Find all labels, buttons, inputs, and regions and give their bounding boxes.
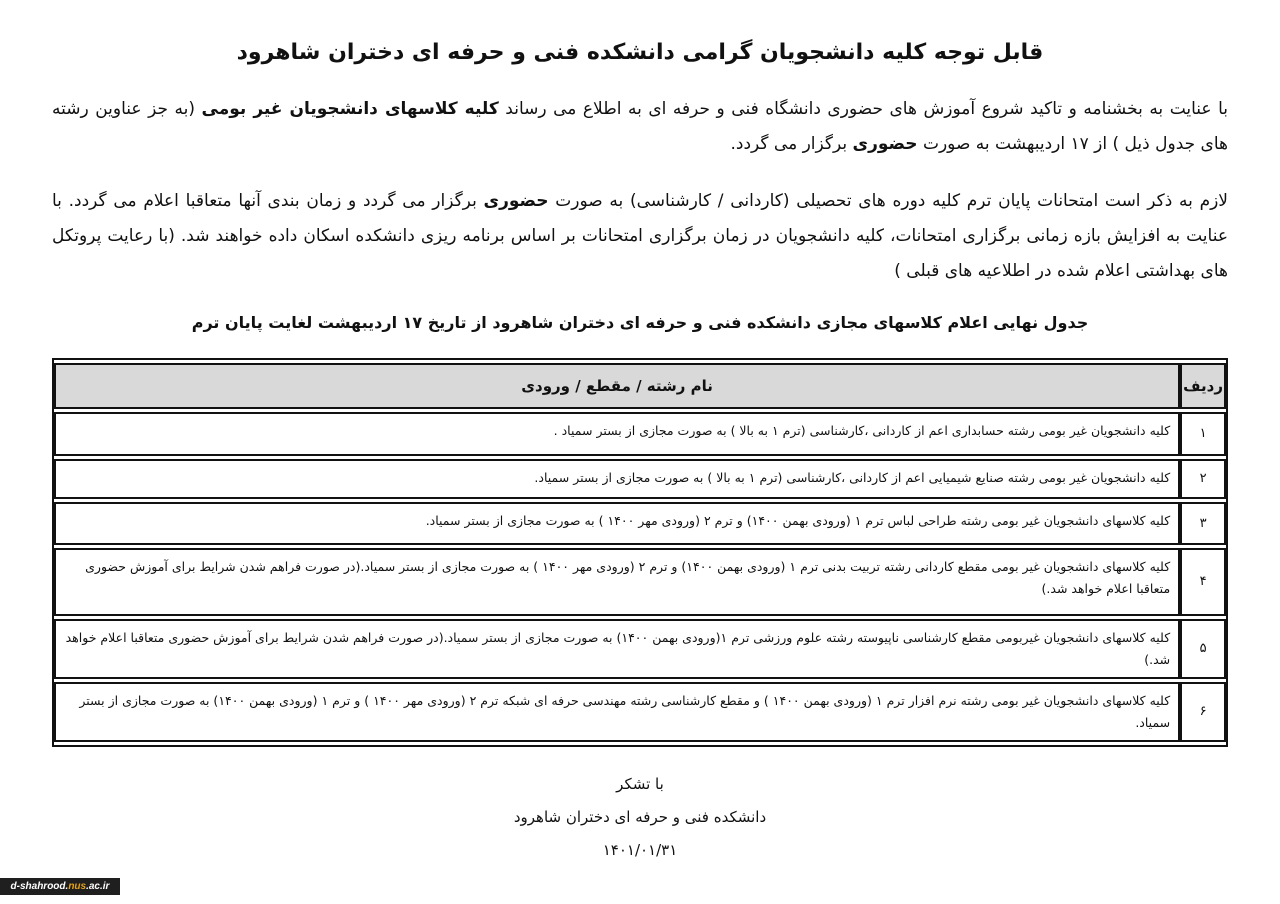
watermark-part3: ac.ir — [88, 881, 110, 892]
footer-org: دانشکده فنی و حرفه ای دختران شاهرود — [513, 808, 767, 826]
table-row — [54, 502, 1226, 545]
intro-text-2: (به جز عناوین رشته های جدول ذیل ) از ۱۷ اردیبهشت به صورت — [52, 99, 1228, 154]
table-header-row — [54, 363, 1226, 409]
watermark-part1: d-shahrood. — [10, 881, 69, 892]
footer-thanks: با تشکر — [616, 775, 664, 793]
row-number: ۵ — [1180, 619, 1226, 679]
row-number: ۶ — [1180, 682, 1226, 742]
row-number: ۴ — [1180, 548, 1226, 616]
table-body — [54, 412, 1226, 742]
row-description: کلیه کلاسهای دانشجویان غیر بومی مقطع کاردانی رشته تربیت بدنی ترم ۱ (ورودی بهمن ۱۴۰۰) و ترم ۲ (ورودی مهر ۱۴۰۰ ) به صورت مجازی از بستر سمیاد.(در صورت فراهم شدن شرایط برای آموزش حضوری متعاقبا اعلام خواهد شد.) — [54, 548, 1180, 616]
row-description: کلیه دانشجویان غیر بومی رشته حسابداری اعم از کاردانی ،کارشناسی (ترم ۱ به بالا ) به صورت مجازی از بستر سمیاد . — [54, 412, 1180, 456]
intro-text-3: برگزار می گردد. — [730, 134, 853, 154]
watermark-dot: . — [86, 881, 89, 892]
header-row-number: ردیف — [1180, 363, 1226, 409]
table-caption: جدول نهایی اعلام کلاسهای مجازی دانشکده فنی و حرفه ای دختران شاهرود از تاریخ ۱۷ اردیبهشت لغایت پایان ترم — [191, 313, 1089, 332]
exam-text-1: لازم به ذکر است امتحانات پایان ترم کلیه دوره های تحصیلی (کاردانی / کارشناسی) به صورت — [548, 191, 1228, 211]
intro-bold-2: حضوری — [852, 134, 918, 154]
row-number: ۳ — [1180, 502, 1226, 545]
page-title: قابل توجه کلیه دانشجویان گرامی دانشکده فنی و حرفه ای دختران شاهرود — [236, 40, 1044, 65]
row-description: کلیه کلاسهای دانشجویان غیربومی مقطع کارشناسی ناپیوسته رشته علوم ورزشی ترم ۱(ورودی بهمن ۱۴۰۰) به صورت مجازی از بستر سمیاد.(در صورت فراهم شدن شرایط برای آموزش حضوری متعاقبا اعلام خواهد شد.) — [54, 619, 1180, 679]
exam-bold-1: حضوری — [483, 191, 549, 211]
watermark-part2: nus — [68, 881, 87, 892]
row-description: کلیه کلاسهای دانشجویان غیر بومی رشته طراحی لباس ترم ۱ (ورودی بهمن ۱۴۰۰) و ترم ۲ (ورودی مهر ۱۴۰۰ ) به صورت مجازی از بستر سمیاد. — [54, 502, 1180, 545]
site-watermark — [0, 878, 120, 895]
table-row — [54, 682, 1226, 742]
footer-date: ۱۴۰۱/۰۱/۳۱ — [602, 841, 678, 859]
table-row — [54, 619, 1226, 679]
row-number: ۲ — [1180, 459, 1226, 499]
table-row — [54, 548, 1226, 616]
exam-paragraph — [52, 184, 1228, 289]
intro-bold-1: کلیه کلاسهای دانشجویان غیر بومی — [201, 99, 499, 119]
row-description: کلیه دانشجویان غیر بومی رشته صنایع شیمیایی اعم از کاردانی ،کارشناسی (ترم ۱ به بالا ) به صورت مجازی از بستر سمیاد. — [54, 459, 1180, 499]
table-row — [54, 412, 1226, 456]
intro-paragraph — [52, 92, 1228, 162]
row-number: ۱ — [1180, 412, 1226, 456]
header-field-name: نام رشته / مقطع / ورودی — [54, 363, 1180, 409]
virtual-classes-table — [52, 358, 1228, 747]
exam-text-2: برگزار می گردد و زمان بندی آنها متعاقبا اعلام می گردد. با عنایت به افزایش بازه زمانی برگزاری امتحانات، کلیه دانشجویان در زمان برگزاری امتحانات بر اساس برنامه ریزی دانشکده اسکان داده خواهند شد. (با رعایت پروتکل های بهداشتی اعلام شده در اطلاعیه های قبلی ) — [52, 191, 1228, 281]
intro-text-1: با عنایت به بخشنامه و تاکید شروع آموزش های حضوری دانشگاه فنی و حرفه ای به اطلاع می رساند — [498, 99, 1229, 119]
table-row — [54, 459, 1226, 499]
row-description: کلیه کلاسهای دانشجویان غیر بومی رشته نرم افزار ترم ۱ (ورودی بهمن ۱۴۰۰ ) و مقطع کارشناسی رشته مهندسی حرفه ای شبکه ترم ۲ (ورودی مهر ۱۴۰۰ ) و ترم ۱ (ورودی بهمن ۱۴۰۰) به صورت مجازی از بستر سمیاد. — [54, 682, 1180, 742]
